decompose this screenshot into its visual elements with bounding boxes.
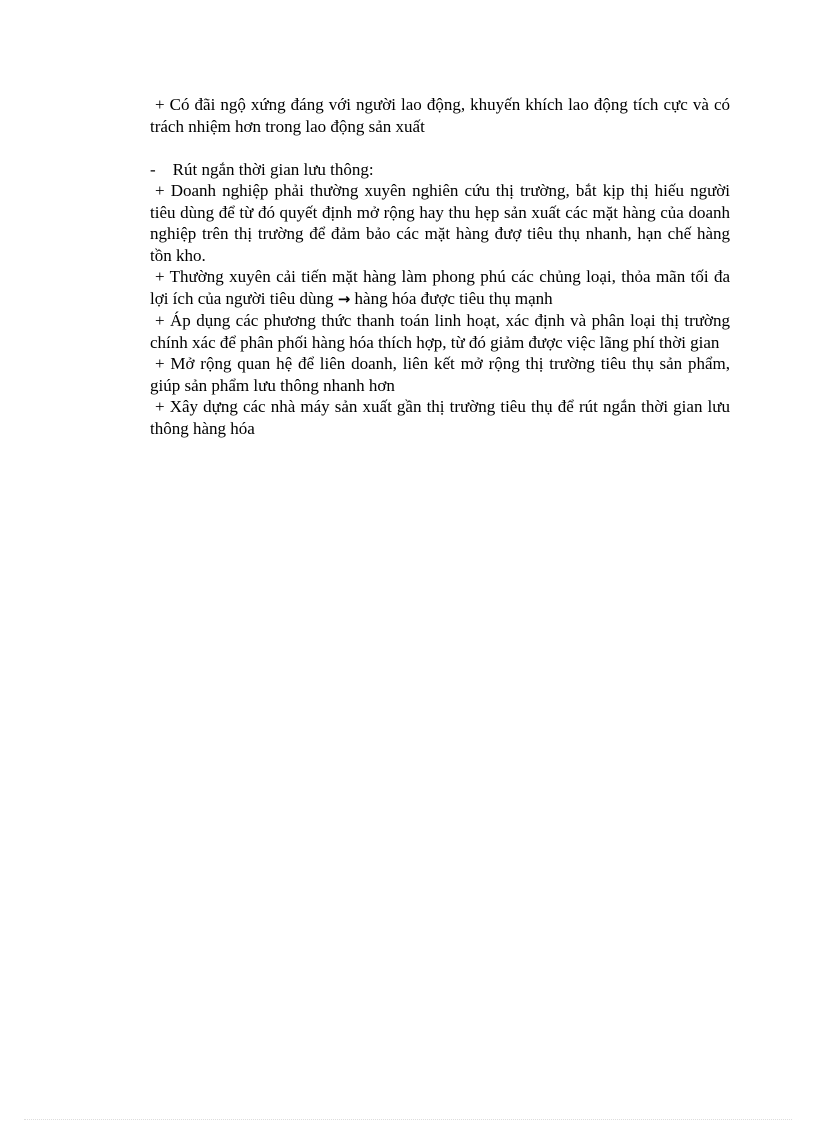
intro-bullet: + Có đãi ngộ xứng đáng với người lao động, khuyến khích lao động tích cực và có trách nhiệm hơn trong lao động sản xuất <box>150 95 730 136</box>
paragraph-spacer <box>150 137 730 159</box>
heading-text: Rút ngắn thời gian lưu thông: <box>172 159 374 179</box>
list-item-text-continued: hàng hóa được tiêu thụ mạnh <box>354 288 553 308</box>
list-item: + Áp dụng các phương thức thanh toán linh hoạt, xác định và phân loại thị trường chính xác để phân phối hàng hóa thích hợp, từ đó giảm được việc lãng phí thời gian <box>150 311 730 352</box>
page-bottom-border <box>24 1119 792 1120</box>
list-item: + Doanh nghiệp phải thường xuyên nghiên cứu thị trường, bắt kịp thị hiếu người tiêu dùng để từ đó quyết định mở rộng hay thu hẹp sản xuất các mặt hàng của doanh nghiệp trên thị trường để đảm bảo các mặt hàng đượ tiêu thụ nhanh, hạn chế hàng tồn kho. <box>150 181 730 265</box>
document-body <box>150 94 730 439</box>
section-heading <box>150 159 730 181</box>
right-arrow-icon: → <box>337 289 351 308</box>
heading-marker: - <box>150 159 156 179</box>
list-item-text: + Thường xuyên cải tiến mặt hàng làm phong phú các chủng loại, thỏa mãn tối đa lợi ích của người tiêu dùng <box>150 267 730 308</box>
list-item: + Mở rộng quan hệ để liên doanh, liên kết mở rộng thị trường tiêu thụ sản phẩm, giúp sản phẩm lưu thông nhanh hơn <box>150 354 730 395</box>
list-item-with-arrow <box>150 266 730 310</box>
list-item: + Xây dựng các nhà máy sản xuất gần thị trường tiêu thụ để rút ngắn thời gian lưu thông hàng hóa <box>150 397 730 438</box>
